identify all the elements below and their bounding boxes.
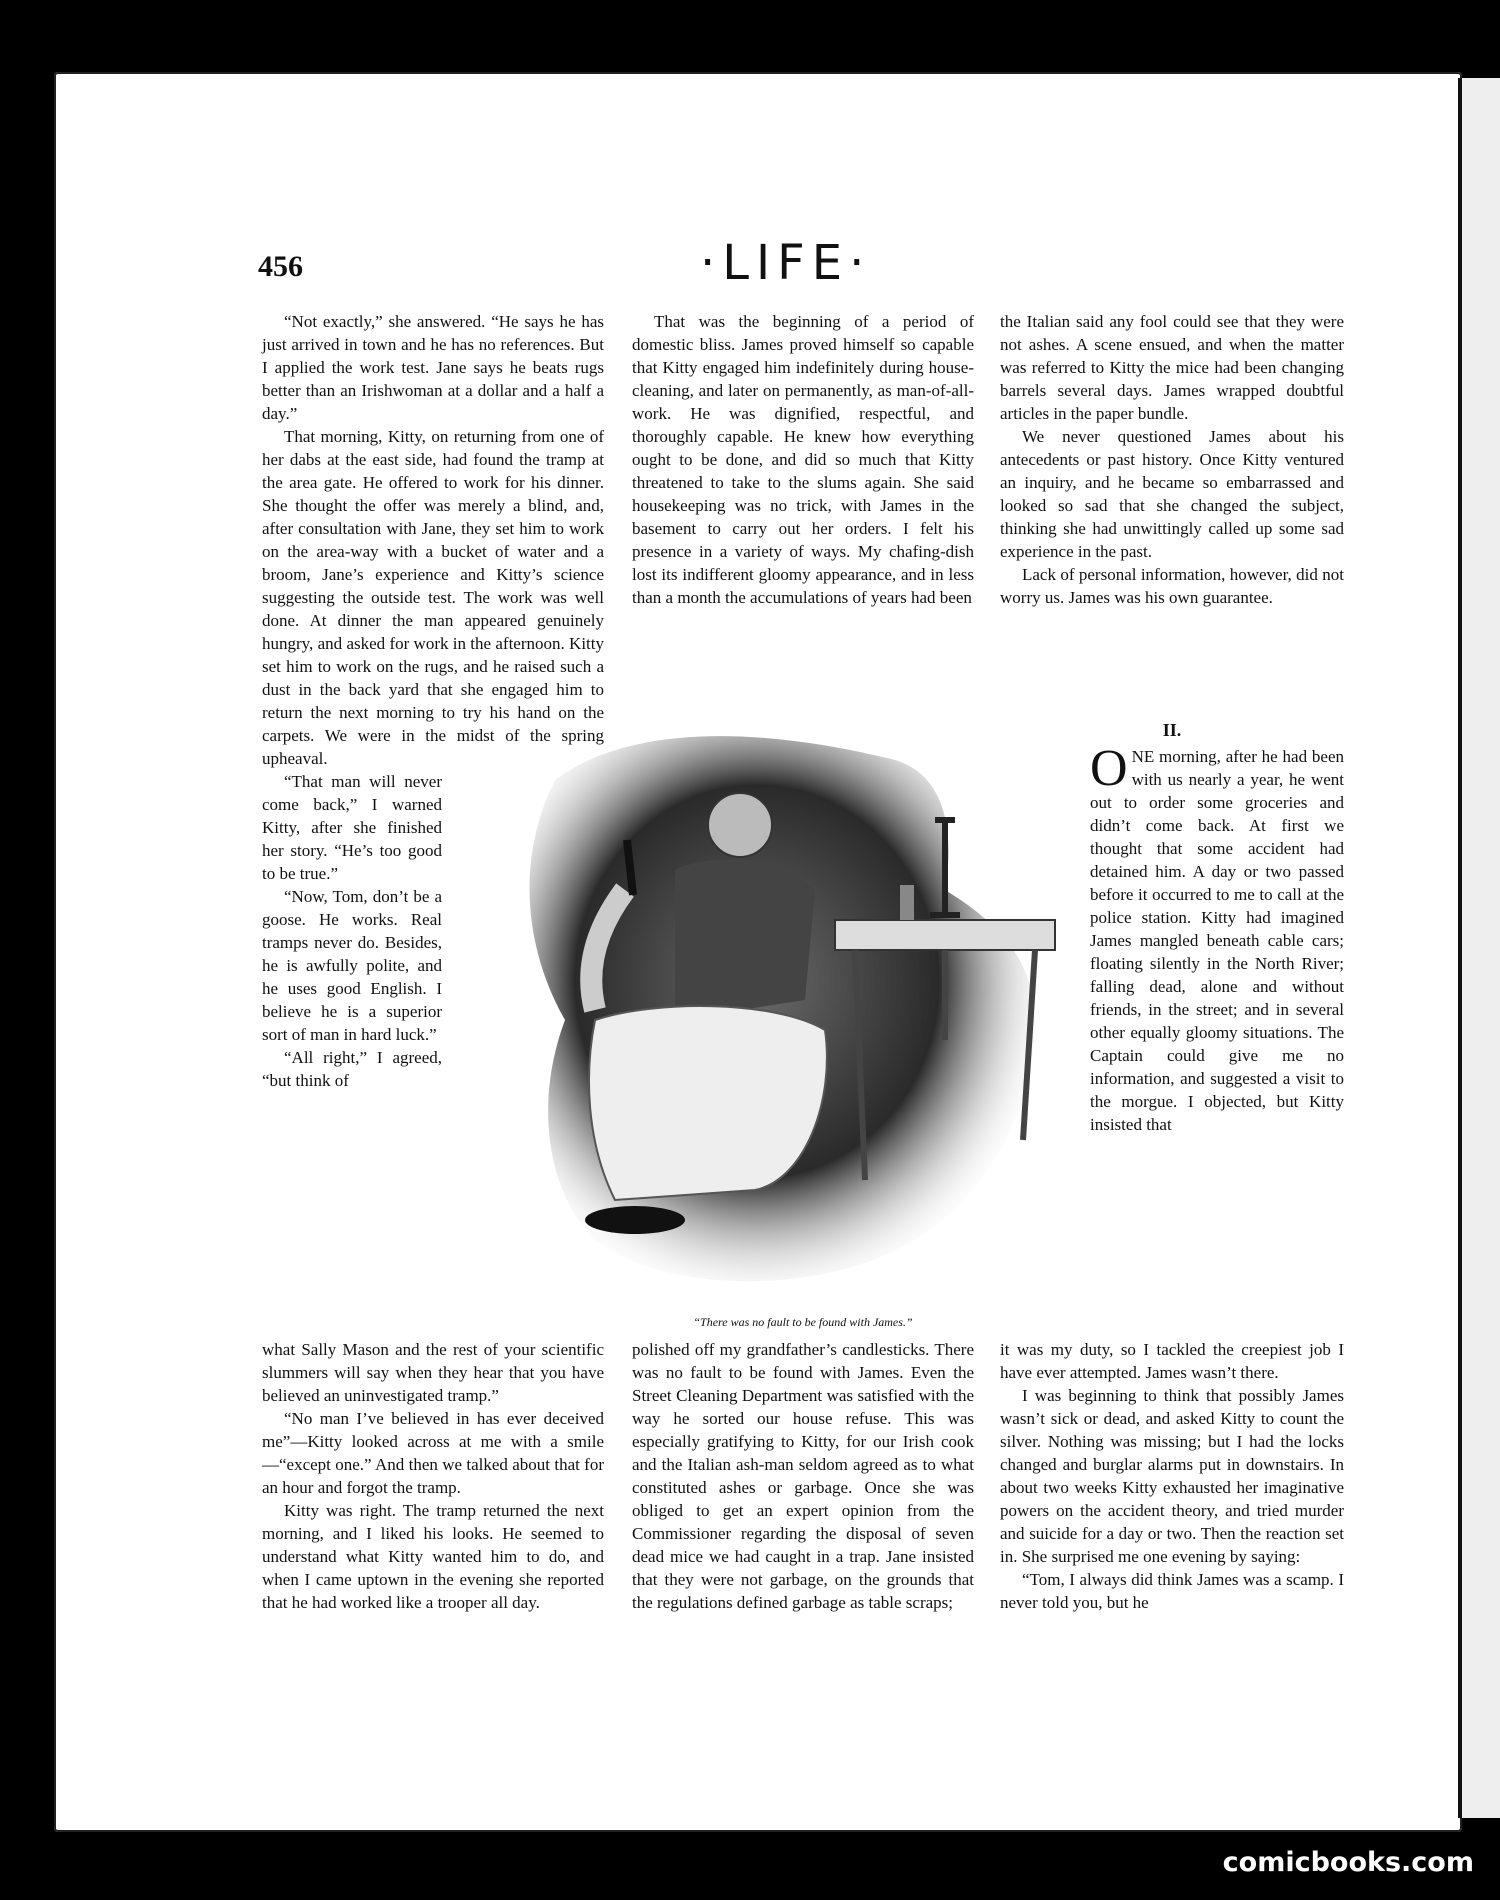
- paragraph: We never questioned James about his antecedents or past history. Once Kitty ventured an inquiry, and he became so embarrassed and looked so sad that she changed the subject, thinking she had unwittingly called up some sad experience in the past.: [1000, 427, 1344, 561]
- paragraph: “Now, Tom, don’t be a goose. He works. Real tramps never do. Besides, he is awfully polite, and he uses good English. I believe he is a superior sort of man in hard luck.”: [262, 887, 442, 1044]
- paragraph: it was my duty, so I tackled the creepiest job I have ever attempted. James wasn’t there.: [1000, 1340, 1344, 1382]
- column-2-top: [632, 310, 974, 609]
- page-number: 456: [258, 250, 303, 283]
- man-torso: [675, 860, 815, 1020]
- paragraph: “That man will never come back,” I warned Kitty, after she finished her story. “He’s too good to be true.”: [262, 772, 442, 883]
- masthead: ·LIFE·: [700, 235, 872, 291]
- illustration-butler-polishing-candlesticks: [475, 720, 1145, 1300]
- man-shoes: [585, 1206, 685, 1234]
- illustration-caption: “There was no fault to be found with James.”: [693, 1315, 913, 1329]
- paragraph: the Italian said any fool could see that they were not ashes. A scene ensued, and when the matter was referred to Kitty the mice had been changing barrels several days. James wrapped doubtful articles in the paper bundle.: [1000, 312, 1344, 423]
- table-top: [835, 920, 1055, 950]
- paragraph: Lack of personal information, however, did not worry us. James was his own guarantee.: [1000, 565, 1344, 607]
- dark-backdrop: [530, 736, 1035, 1281]
- paragraph: I was beginning to think that possibly James wasn’t sick or dead, and asked Kitty to count the silver. Nothing was missing; but I had the locks changed and burglar alarms put in downstairs. In about two weeks Kitty exhausted her imaginative powers on the accident theory, and tried murder and suicide for a day or two. Then the reaction set in. She surprised me one evening by saying:: [1000, 1386, 1344, 1566]
- paragraph: NE morning, after he had been with us nearly a year, he went out to order some groceries and didn’t come back. At first we thought that some accident had detained him. A day or two passed before it occurred to me to call at the police station. Kitty had imagined James mangled beneath cable cars; floating silently in the North River; falling dead, alone and without friends, in the street; and in several other equally gloomy situations. The Captain could give me no information, and suggested a visit to the morgue. I objected, but Kitty insisted that: [1090, 747, 1344, 1134]
- paragraph: Kitty was right. The tramp returned the next morning, and I liked his looks. He seemed to understand what Kitty wanted him to do, and when I came uptown in the evening she reported that he had worked like a trooper all day.: [262, 1501, 604, 1612]
- paragraph: “All right,” I agreed, “but think of: [262, 1048, 442, 1090]
- man-head: [708, 793, 772, 857]
- site-watermark: comicbooks.com: [1222, 1847, 1474, 1878]
- bottle: [900, 885, 914, 920]
- column-1-bottom: [262, 1338, 604, 1614]
- column-3-top: [1000, 310, 1344, 609]
- paragraph: That was the beginning of a period of domestic bliss. James proved himself so capable that Kitty engaged him indefinitely during house-cleaning, and later on permanently, as man-of-all-work. He was dignified, respectful, and thoroughly capable. He knew how everything ought to be done, and did so much that Kitty threatened to take to the slums again. She said housekeeping was no trick, with James in the basement to carry out her orders. I felt his presence in a variety of ways. My chafing-dish lost its indifferent gloomy appearance, and in less than a month the accumulations of years had been: [632, 312, 974, 607]
- next-page-edge: [1458, 78, 1500, 1818]
- section-heading: II.: [1162, 720, 1182, 740]
- paragraph: “No man I’ve believed in has ever deceived me”—Kitty looked across at me with a smile—“except one.” And then we talked about that for an hour and forgot the tramp.: [262, 1409, 604, 1497]
- column-3-wrap: [1090, 740, 1344, 1136]
- paragraph: polished off my grandfather’s candlesticks. There was no fault to be found with James. Even the Street Cleaning Department was satisfied with the way he sorted our house refuse. This was especially gratifying to Kitty, for our Irish cook and the Italian ash-man seldom agreed as to what constituted ashes or garbage. Once she was obliged to get an expert opinion from the Commissioner regarding the disposal of seven dead mice we had caught in a trap. Jane insisted that they were not garbage, on the grounds that the regulations defined garbage as table scraps;: [632, 1340, 974, 1612]
- column-3-bottom: [1000, 1338, 1344, 1614]
- paragraph: That morning, Kitty, on returning from one of her dabs at the east side, had found the tramp at the area gate. He offered to work for his dinner. She thought the offer was merely a blind, and, after consultation with Jane, they set him to work on the area-way with a bucket of water and a broom, Jane’s experience and Kitty’s science suggesting the outside test. The work was well done. At dinner the man appeared genuinely hungry, and asked for work in the afternoon. Kitty set him to work on the rugs, and he raised such a dust in the back yard that she engaged him to return the next morning to try his hand on the carpets. We were in the midst of the spring upheaval.: [262, 427, 604, 768]
- paragraph: what Sally Mason and the rest of your scientific slummers will say when they hear that you have believed an uninvestigated tramp.”: [262, 1340, 604, 1405]
- paragraph: “Not exactly,” she answered. “He says he has just arrived in town and he has no references. But I applied the work test. Jane says he beats rugs better than an Irishwoman at a dollar and a half a day.”: [262, 312, 604, 423]
- column-2-bottom: [632, 1338, 974, 1614]
- drop-cap: O: [1090, 740, 1128, 797]
- paragraph: “Tom, I always did think James was a scamp. I never told you, but he: [1000, 1570, 1344, 1612]
